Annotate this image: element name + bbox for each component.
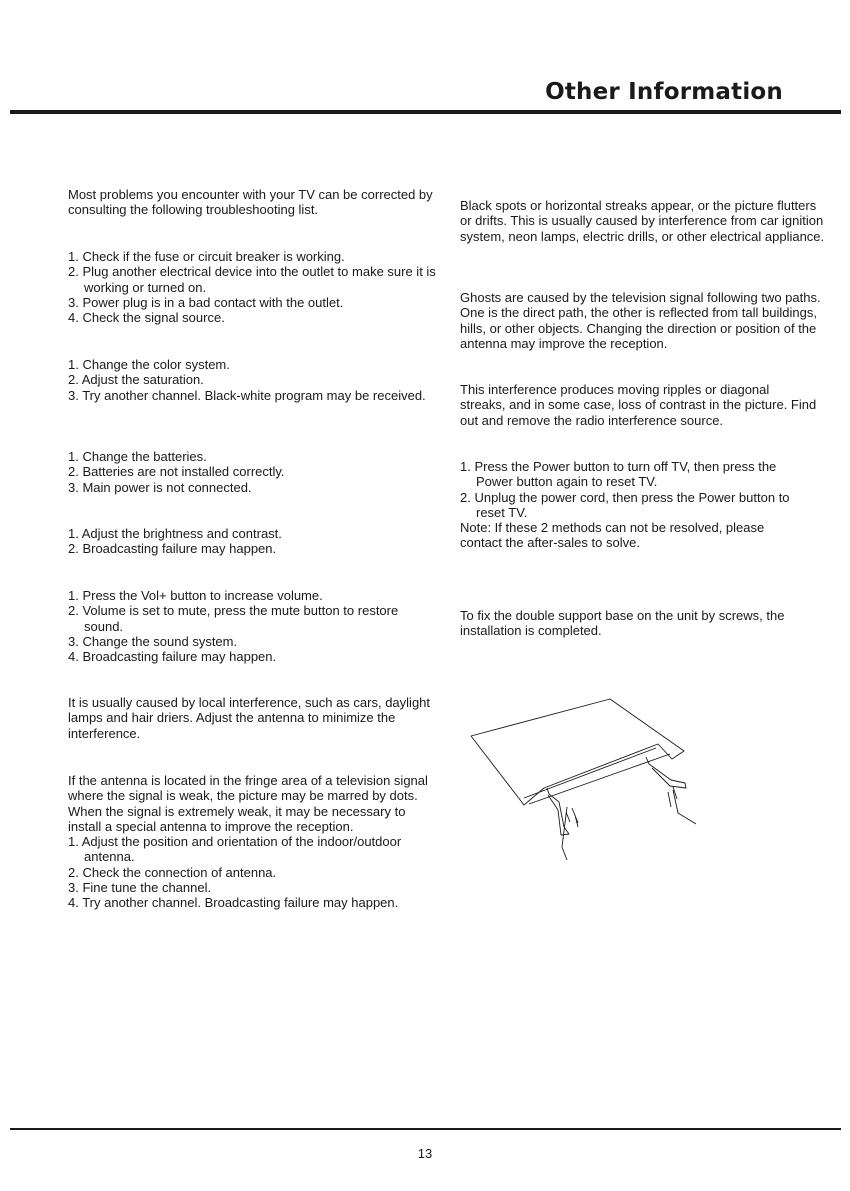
base-left-leg — [562, 807, 567, 860]
page-number: 13 — [417, 1146, 433, 1161]
page-title: Other Information — [545, 79, 783, 105]
list-item: 3. Fine tune the channel. — [68, 880, 212, 896]
paragraph-text: If the antenna is located in the fringe area of a television signal where the signal is weak, the picture may be marred by dots. When the signal is extremely weak, it may be necessary to install a special antenna to improve the reception. — [68, 773, 428, 834]
list-item: 2. Broadcasting failure may happen. — [68, 541, 277, 557]
stand-left — [547, 788, 569, 835]
list-item: 4. Broadcasting failure may happen. — [68, 649, 277, 665]
list-item: 1. Change the batteries. — [68, 449, 207, 464]
weak-signal-section — [68, 773, 440, 911]
intro-text: Most problems you encounter with your TV can be corrected by consulting the following troubleshooting list. — [68, 187, 433, 218]
tv-bezel-inner — [524, 748, 656, 798]
tv-base-edge — [529, 754, 670, 804]
list-item: 2. Adjust the saturation. — [68, 372, 204, 388]
list-item: 1. Press the Vol+ button to increase volume. — [68, 588, 323, 603]
ghosts-paragraph — [460, 290, 824, 351]
stand-installation-illustration — [466, 692, 706, 867]
list-item: 4. Check the signal source. — [68, 310, 225, 326]
header-rule — [10, 110, 841, 114]
list-item: 1. Adjust the brightness and contrast. — [68, 526, 282, 541]
list-item: 2. Batteries are not installed correctly. — [68, 464, 285, 480]
paragraph-text: It is usually caused by local interference, such as cars, daylight lamps and hair driers. Adjust the antenna to minimize the interference. — [68, 695, 431, 741]
remote-steps — [68, 449, 438, 495]
list-item: 2. Volume is set to mute, press the mute button to restore sound. — [68, 603, 399, 634]
list-item: 1. Check if the fuse or circuit breaker is working. — [68, 249, 345, 264]
paragraph-text: To fix the double support base on the unit by screws, the installation is completed. — [460, 608, 785, 639]
installation-paragraph — [460, 608, 790, 639]
no-sound-steps — [68, 588, 438, 664]
paragraph-text: Black spots or horizontal streaks appear, or the picture flutters or drifts. This is usually caused by interference from car ignition system, neon lamps, electric drills, or other electrical appliance. — [460, 198, 825, 244]
intro-paragraph — [68, 187, 438, 218]
radio-interference-paragraph — [460, 382, 818, 428]
screw-left — [566, 808, 578, 827]
spots-paragraph — [460, 198, 830, 244]
interference-paragraph — [68, 695, 438, 741]
note-text: Note: If these 2 methods can not be resolved, please contact the after-sales to solve. — [460, 520, 765, 551]
list-item: 3. Change the sound system. — [68, 633, 238, 649]
no-power-steps — [68, 249, 438, 325]
list-item: 3. Main power is not connected. — [68, 479, 252, 495]
list-item: 2. Plug another electrical device into the outlet to make sure it is working or turned on. — [68, 264, 436, 295]
paragraph-text: This interference produces moving ripples or diagonal streaks, and in some case, loss of contrast in the picture. Find out and remove the radio interference source. — [460, 382, 817, 428]
base-right-leg — [673, 790, 696, 824]
list-item: 1. Adjust the position and orientation of the indoor/outdoor antenna. — [68, 834, 402, 865]
list-item: 2. Unplug the power cord, then press the Power button to reset TV. — [460, 489, 790, 520]
list-item: 2. Check the connection of antenna. — [68, 864, 277, 880]
paragraph-text: Ghosts are caused by the television signal following two paths. One is the direct path, the other is reflected from tall buildings, hills, or other objects. Changing the direction or position of the antenna may improve the reception. — [460, 290, 821, 351]
reset-steps — [460, 459, 806, 551]
list-item: 1. Press the Power button to turn off TV, then press the Power button again to reset TV. — [460, 459, 777, 490]
list-item: 3. Try another channel. Black-white program may be received. — [68, 387, 426, 403]
list-item: 4. Try another channel. Broadcasting failure may happen. — [68, 895, 399, 911]
footer-rule — [10, 1128, 841, 1130]
list-item: 1. Change the color system. — [68, 357, 230, 372]
no-picture-steps — [68, 526, 438, 557]
list-item: 3. Power plug is in a bad contact with the outlet. — [68, 294, 344, 310]
stand-right — [646, 757, 686, 788]
tv-panel-outline — [471, 699, 684, 805]
no-color-steps — [68, 357, 438, 403]
